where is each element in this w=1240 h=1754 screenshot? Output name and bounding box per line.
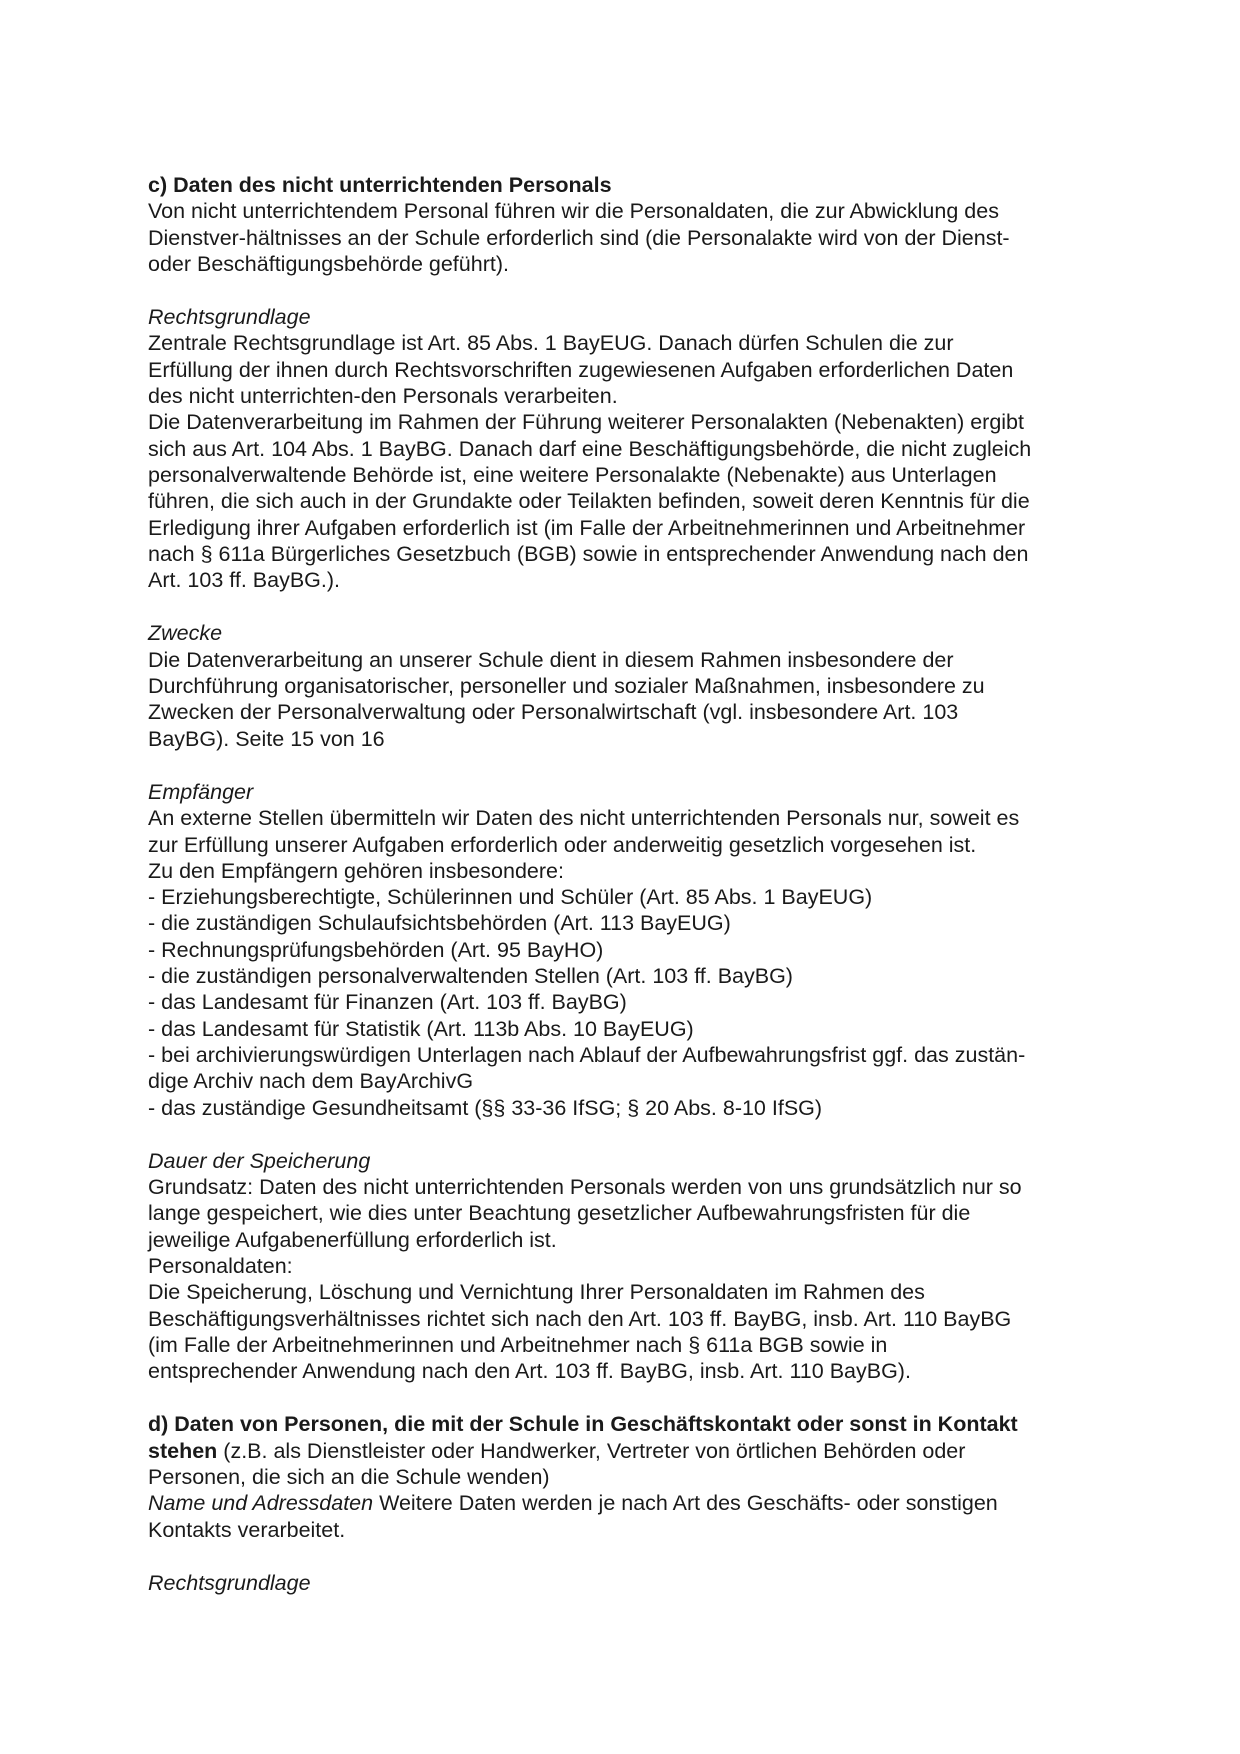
name-address-text: Weitere Daten werden je nach Art des Geschäfts- oder sonstigen [373, 1491, 998, 1516]
paragraph-line: Art. 103 ff. BayBG.). [148, 568, 340, 593]
paragraph-line: Erfüllung der ihnen durch Rechtsvorschriften zugewiesenen Aufgaben erforderlichen Daten [148, 357, 1014, 382]
paragraph-line: entsprechender Anwendung nach den Art. 103 ff. BayBG, insb. Art. 110 BayBG). [148, 1359, 911, 1384]
paragraph-line: oder Beschäftigungsbehörde geführt). [148, 251, 509, 276]
subheading-rechtsgrundlage: Rechtsgrundlage [148, 305, 311, 330]
list-item: - die zuständigen personalverwaltenden Stellen (Art. 103 ff. BayBG) [148, 964, 793, 989]
paragraph-line: Kontakts verarbeitet. [148, 1517, 346, 1542]
list-item: - Erziehungsberechtigte, Schülerinnen und Schüler (Art. 85 Abs. 1 BayEUG) [148, 885, 873, 910]
subheading-zwecke: Zwecke [148, 621, 223, 646]
section-c-heading: c) Daten des nicht unterrichtenden Personals [148, 173, 612, 197]
section-d-examples: (z.B. als Dienstleister oder Handwerker, Vertreter von örtlichen Behörden oder [217, 1438, 966, 1463]
paragraph-line: Die Speicherung, Löschung und Vernichtung Ihrer Personaldaten im Rahmen des [148, 1280, 925, 1305]
paragraph-line: Personen, die sich an die Schule wenden) [148, 1465, 550, 1490]
paragraph-line: Personaldaten: [148, 1253, 293, 1278]
subheading-rechtsgrundlage-d: Rechtsgrundlage [148, 1570, 311, 1595]
list-item: - das Landesamt für Statistik (Art. 113b Abs. 10 BayEUG) [148, 1016, 694, 1041]
list-item: - das Landesamt für Finanzen (Art. 103 ff. BayBG) [148, 990, 627, 1015]
paragraph-line: nach § 611a Bürgerliches Gesetzbuch (BGB) sowie in entsprechender Anwendung nach den [148, 541, 1029, 566]
subheading-dauer: Dauer der Speicherung [148, 1148, 371, 1173]
section-d-heading: d) Daten von Personen, die mit der Schule in Geschäftskontakt oder sonst in Kontakt [148, 1412, 1018, 1437]
paragraph-line: sich aus Art. 104 Abs. 1 BayBG. Danach darf eine Beschäftigungsbehörde, die nicht zugleich [148, 436, 1032, 461]
paragraph-line: Die Datenverarbeitung im Rahmen der Führung weiterer Personalakten (Nebenakten) ergibt [148, 410, 1024, 435]
paragraph-line: Zu den Empfängern gehören insbesondere: [148, 858, 564, 883]
paragraph-line: An externe Stellen übermitteln wir Daten des nicht unterrichtenden Personals nur, soweit es [148, 806, 1020, 831]
paragraph-line: Zentrale Rechtsgrundlage ist Art. 85 Abs. 1 BayEUG. Danach dürfen Schulen die zur [148, 331, 954, 356]
paragraph-line: Von nicht unterrichtendem Personal führen wir die Personaldaten, die zur Abwicklung des [148, 199, 999, 224]
name-address-label: Name und Adressdaten [148, 1491, 374, 1516]
paragraph-line: jeweilige Aufgabenerfüllung erforderlich ist. [148, 1227, 557, 1252]
section-d-heading-end: stehen [148, 1438, 218, 1463]
name-address-line [148, 1490, 1108, 1516]
paragraph-line: zur Erfüllung unserer Aufgaben erforderlich oder anderweitig gesetzlich vorgesehen ist. [148, 832, 977, 857]
paragraph-line: Die Datenverarbeitung an unserer Schule dient in diesem Rahmen insbesondere der [148, 647, 954, 672]
paragraph-line: Beschäftigungsverhältnisses richtet sich nach den Art. 103 ff. BayBG, insb. Art. 110 BayBG [148, 1306, 1012, 1331]
document-page [148, 172, 1108, 1596]
section-d-heading-continuation [148, 1438, 1108, 1464]
paragraph-line: lange gespeichert, wie dies unter Beachtung gesetzlicher Aufbewahrungsfristen für die [148, 1201, 971, 1226]
list-item: - das zuständige Gesundheitsamt (§§ 33-36 IfSG; § 20 Abs. 8-10 IfSG) [148, 1095, 823, 1120]
list-item: dige Archiv nach dem BayArchivG [148, 1069, 474, 1094]
paragraph-line: Grundsatz: Daten des nicht unterrichtenden Personals werden von uns grundsätzlich nur so [148, 1175, 1022, 1200]
paragraph-line: Durchführung organisatorischer, personeller und sozialer Maßnahmen, insbesondere zu [148, 674, 985, 699]
paragraph-line: (im Falle der Arbeitnehmerinnen und Arbeitnehmer nach § 611a BGB sowie in [148, 1332, 888, 1357]
paragraph-line: BayBG). Seite 15 von 16 [148, 726, 385, 751]
list-item: - die zuständigen Schulaufsichtsbehörden (Art. 113 BayEUG) [148, 911, 731, 936]
subheading-empfaenger: Empfänger [148, 779, 254, 804]
paragraph-line: personalverwaltende Behörde ist, eine weitere Personalakte (Nebenakte) aus Unterlagen [148, 462, 997, 487]
list-item: - bei archivierungswürdigen Unterlagen nach Ablauf der Aufbewahrungsfrist ggf. das zustän- [148, 1042, 1026, 1067]
paragraph-line: führen, die sich auch in der Grundakte oder Teilakten befinden, soweit deren Kenntnis für die [148, 489, 1030, 514]
paragraph-line: Zwecken der Personalverwaltung oder Personalwirtschaft (vgl. insbesondere Art. 103 [148, 700, 959, 725]
paragraph-line: Dienstver-hältnisses an der Schule erforderlich sind (die Personalakte wird von der Dienst- [148, 225, 1010, 250]
paragraph-line: des nicht unterrichten-den Personals verarbeiten. [148, 384, 618, 409]
list-item: - Rechnungsprüfungsbehörden (Art. 95 BayHO) [148, 937, 604, 962]
paragraph-line: Erledigung ihrer Aufgaben erforderlich ist (im Falle der Arbeitnehmerinnen und Arbeitnehmer [148, 515, 1026, 540]
